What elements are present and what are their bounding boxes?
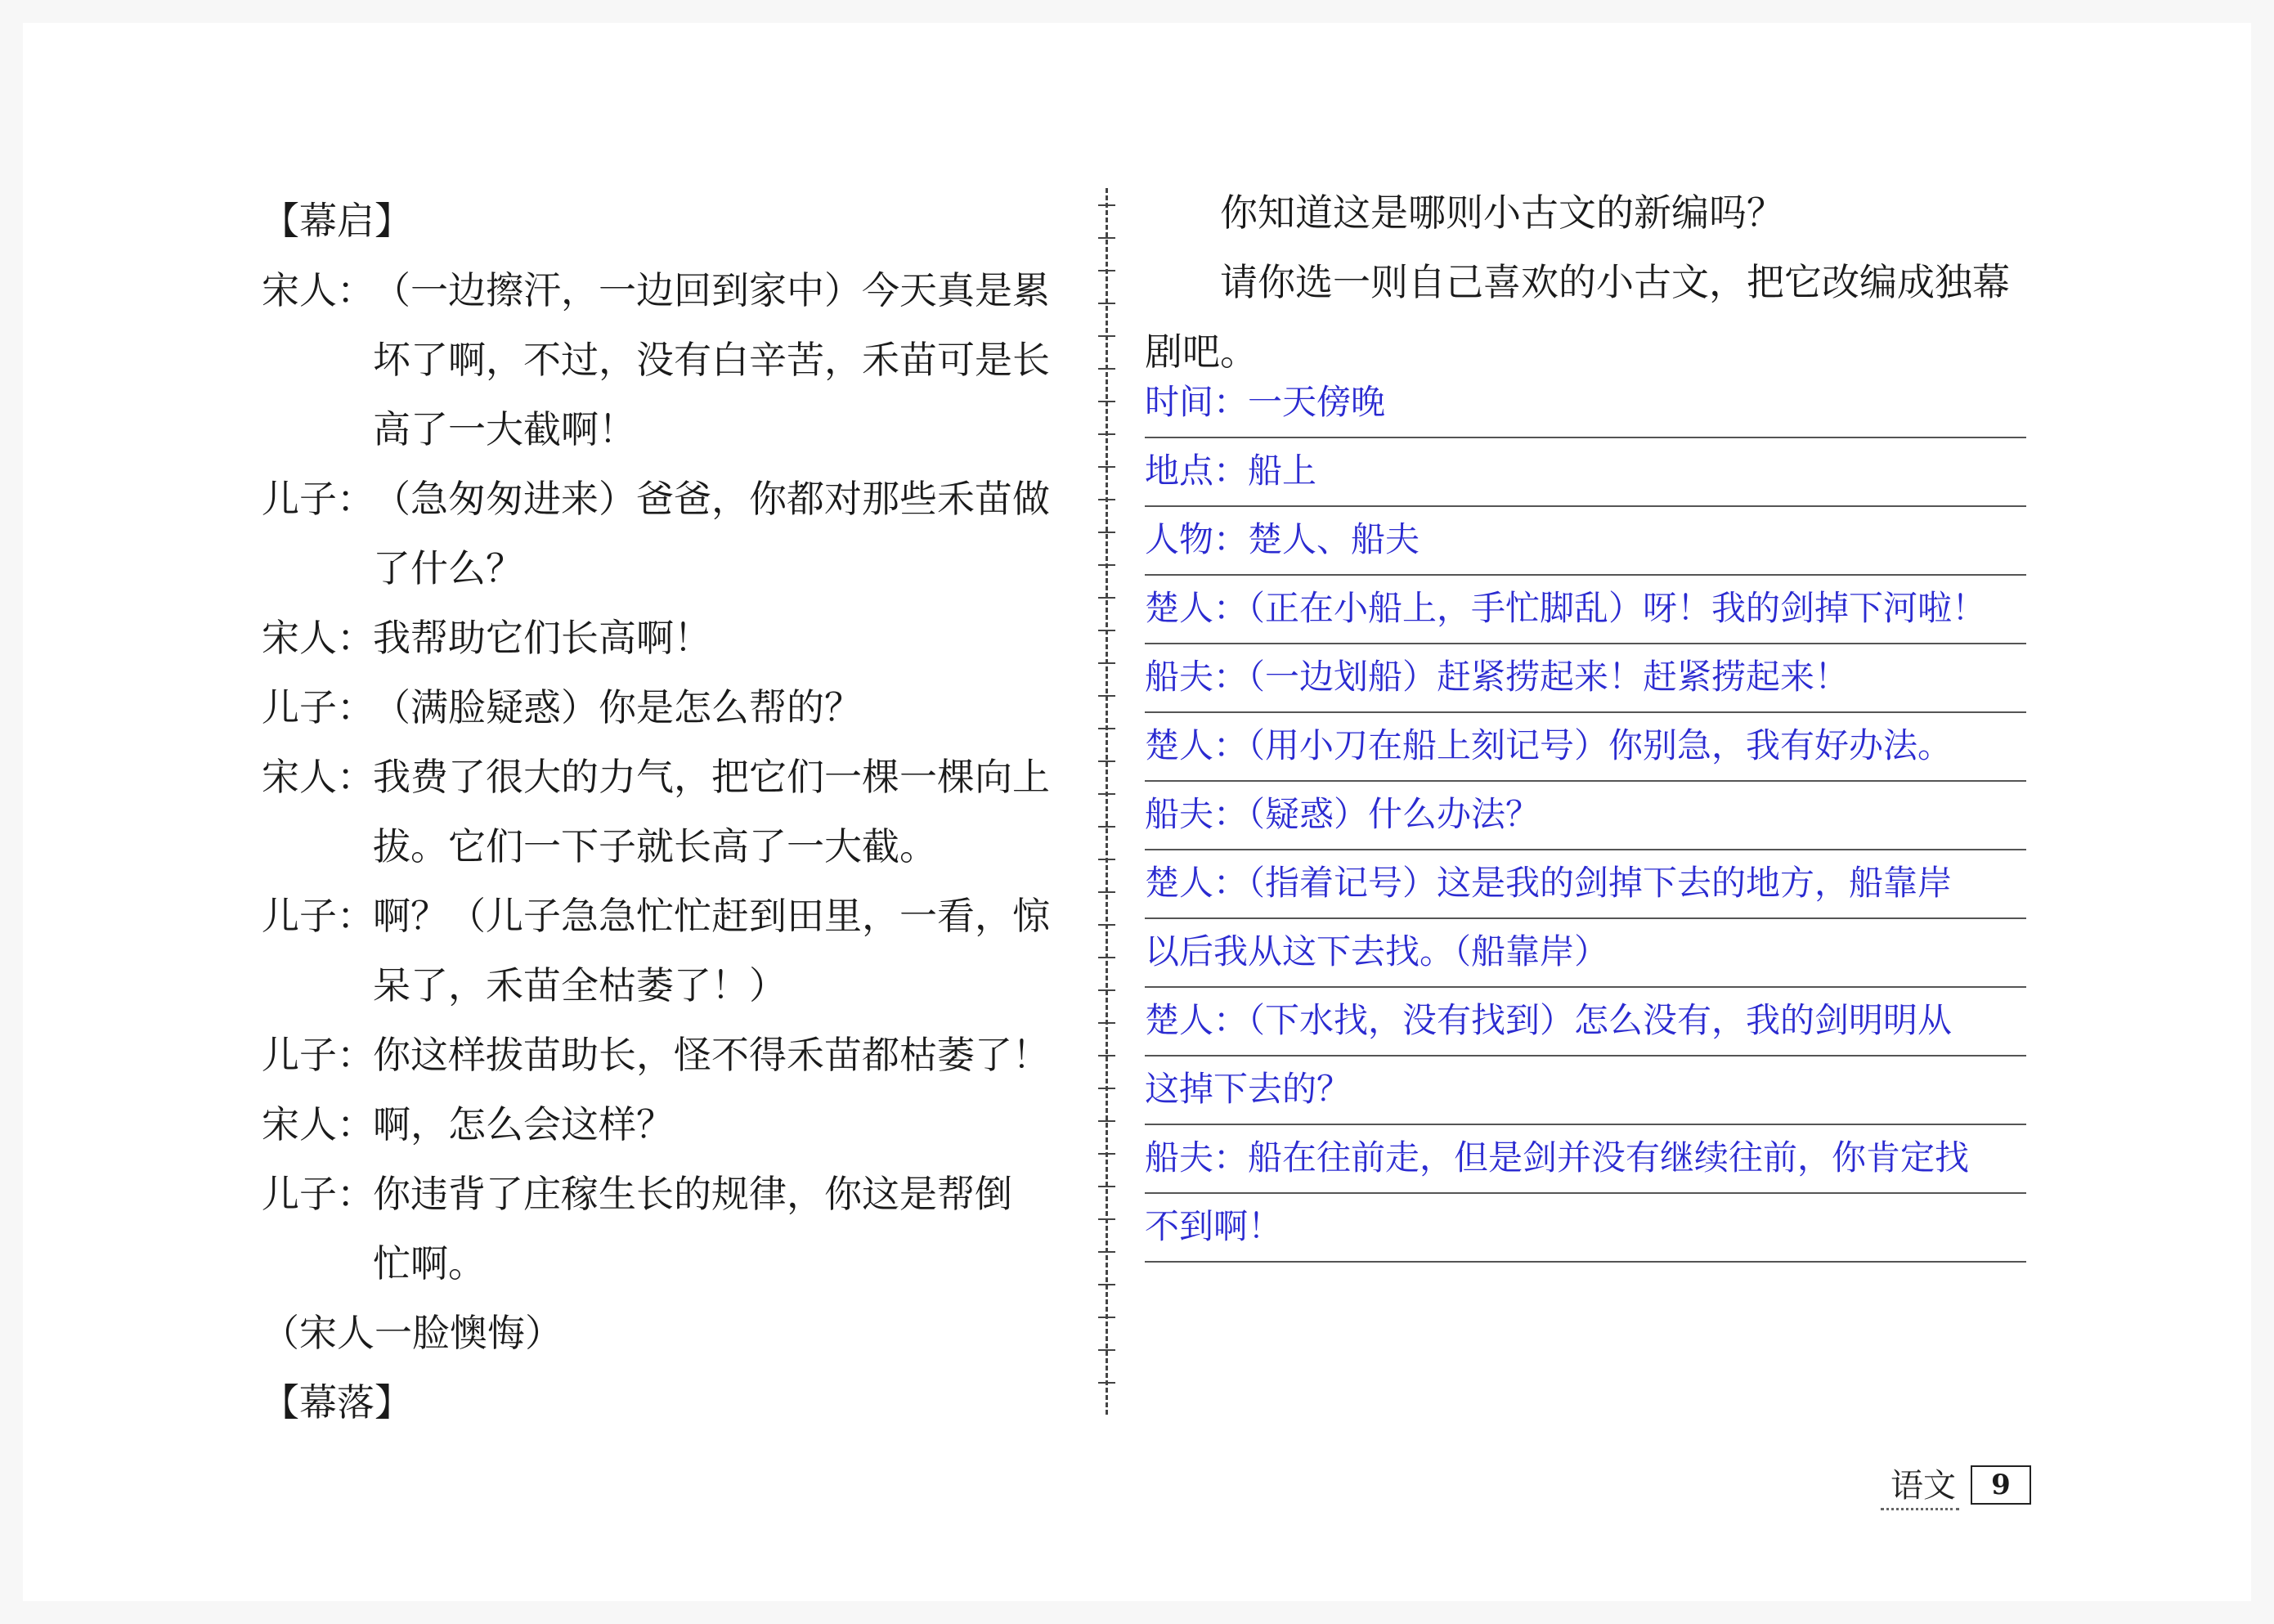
script-line <box>262 882 1079 951</box>
answer-line: 楚人：（指着记号）这是我的剑掉下去的地方，船靠岸 <box>1145 850 2026 919</box>
divider-tick <box>1098 1218 1115 1220</box>
answer-line: 时间：一天傍晚 <box>1145 370 2026 438</box>
divider-tick <box>1098 1382 1115 1384</box>
answer-line: 楚人：（用小刀在船上刻记号）你别急，我有好办法。 <box>1145 713 2026 782</box>
prompt-column <box>1145 178 2028 387</box>
task-prompt-continued: 剧吧。 <box>1145 330 1258 374</box>
divider-tick <box>1098 204 1115 206</box>
divider-tick <box>1098 957 1115 958</box>
answer-line: 楚人：（正在小船上，手忙脚乱）呀！我的剑掉下河啦！ <box>1145 576 2026 644</box>
divider-tick <box>1098 1186 1115 1187</box>
page-footer <box>1881 1460 2031 1510</box>
divider-tick <box>1098 270 1115 271</box>
stage-direction: （宋人一脸懊悔） <box>262 1311 563 1355</box>
answer-line: 船夫：船在往前走，但是剑并没有继续往前，你肯定找 <box>1145 1125 2026 1194</box>
divider-tick <box>1098 499 1115 500</box>
line-text: 我费了很大的力气，把它们一棵一棵向上 <box>373 755 1050 799</box>
divider-tick <box>1098 1055 1115 1056</box>
line-text: 啊，怎么会这样？ <box>373 1102 674 1146</box>
script-line <box>262 1160 1079 1229</box>
script-line-continued: 呆了，禾苗全枯萎了！） <box>373 963 787 1007</box>
divider-tick <box>1098 237 1115 239</box>
speaker-label: 宋人： <box>262 268 375 312</box>
line-text: （满脸疑惑）你是怎么帮的？ <box>373 685 862 729</box>
divider-tick <box>1098 630 1115 631</box>
divider-tick <box>1098 989 1115 991</box>
line-text: 你违背了庄稼生长的规律，你这是帮倒 <box>373 1172 1012 1216</box>
answer-area <box>1145 370 2026 1263</box>
divider-tick <box>1098 826 1115 828</box>
divider-tick <box>1098 433 1115 435</box>
line-text: 啊？（儿子急急忙忙赶到田里，一看，惊 <box>373 894 1050 938</box>
divider-tick <box>1098 466 1115 468</box>
divider-tick <box>1098 760 1115 762</box>
answer-line: 人物：楚人、船夫 <box>1145 507 2026 576</box>
divider-tick <box>1098 1120 1115 1122</box>
scene-end-heading: 【幕落】 <box>262 1380 412 1424</box>
script-line <box>262 256 1079 325</box>
answer-line: 以后我从这下去找。（船靠岸） <box>1145 919 2026 988</box>
speaker-label: 宋人： <box>262 1102 375 1146</box>
divider-tick <box>1098 1251 1115 1253</box>
line-text: 我帮助它们长高啊！ <box>373 616 711 660</box>
divider-tick <box>1098 597 1115 599</box>
script-line <box>262 673 1079 742</box>
script-line-continued: 忙啊。 <box>373 1241 486 1285</box>
divider-tick <box>1098 859 1115 860</box>
divider-tick <box>1098 1284 1115 1285</box>
divider-tick <box>1098 793 1115 795</box>
answer-line: 这掉下去的？ <box>1145 1056 2026 1125</box>
divider-tick <box>1098 1022 1115 1024</box>
task-prompt: 请你选一则自己喜欢的小古文，把它改编成独幕 <box>1220 260 2010 304</box>
divider-tick <box>1098 662 1115 664</box>
answer-line: 地点：船上 <box>1145 438 2026 507</box>
speaker-label: 宋人： <box>262 616 375 660</box>
speaker-label: 宋人： <box>262 755 375 799</box>
divider-tick <box>1098 368 1115 370</box>
page-number: 9 <box>1971 1465 2031 1505</box>
speaker-label: 儿子： <box>262 477 375 521</box>
divider-tick <box>1098 532 1115 533</box>
divider-tick <box>1098 1349 1115 1351</box>
speaker-label: 儿子： <box>262 685 375 729</box>
speaker-label: 儿子： <box>262 894 375 938</box>
divider-tick <box>1098 303 1115 304</box>
script-line <box>262 1021 1079 1090</box>
speaker-label: 儿子： <box>262 1172 375 1216</box>
script-line <box>262 742 1079 812</box>
subject-label: 语文 <box>1881 1460 1959 1510</box>
divider-tick <box>1098 401 1115 402</box>
script-line-continued: 拔。它们一下子就长高了一大截。 <box>373 824 937 868</box>
divider-tick <box>1098 335 1115 337</box>
column-divider <box>1106 188 1108 1415</box>
divider-tick <box>1098 695 1115 697</box>
answer-line: 楚人：（下水找，没有找到）怎么没有，我的剑明明从 <box>1145 988 2026 1056</box>
script-line <box>262 603 1079 673</box>
question-prompt: 你知道这是哪则小古文的新编吗？ <box>1220 191 1784 235</box>
answer-line: 不到啊！ <box>1145 1194 2026 1263</box>
script-line-continued: 了什么？ <box>373 546 523 590</box>
divider-tick <box>1098 728 1115 729</box>
line-text: （一边擦汗，一边回到家中）今天真是累 <box>373 268 1050 312</box>
script-line-continued: 坏了啊，不过，没有白辛苦，禾苗可是长 <box>373 338 1050 382</box>
answer-line: 船夫：（疑惑）什么办法？ <box>1145 782 2026 850</box>
divider-tick <box>1098 891 1115 893</box>
script-column <box>262 186 1079 1438</box>
line-text: （急匆匆进来）爸爸，你都对那些禾苗做 <box>373 477 1050 521</box>
answer-line: 船夫：（一边划船）赶紧捞起来！赶紧捞起来！ <box>1145 644 2026 713</box>
scene-start-heading: 【幕启】 <box>262 199 412 243</box>
divider-tick <box>1098 1153 1115 1155</box>
divider-tick <box>1098 1088 1115 1089</box>
script-line-continued: 高了一大截啊！ <box>373 407 636 451</box>
script-line <box>262 1090 1079 1160</box>
divider-tick <box>1098 564 1115 566</box>
script-line <box>262 464 1079 534</box>
speaker-label: 儿子： <box>262 1033 375 1077</box>
divider-tick <box>1098 924 1115 926</box>
line-text: 你这样拔苗助长，怪不得禾苗都枯萎了！ <box>373 1033 1050 1077</box>
divider-tick <box>1098 1317 1115 1318</box>
